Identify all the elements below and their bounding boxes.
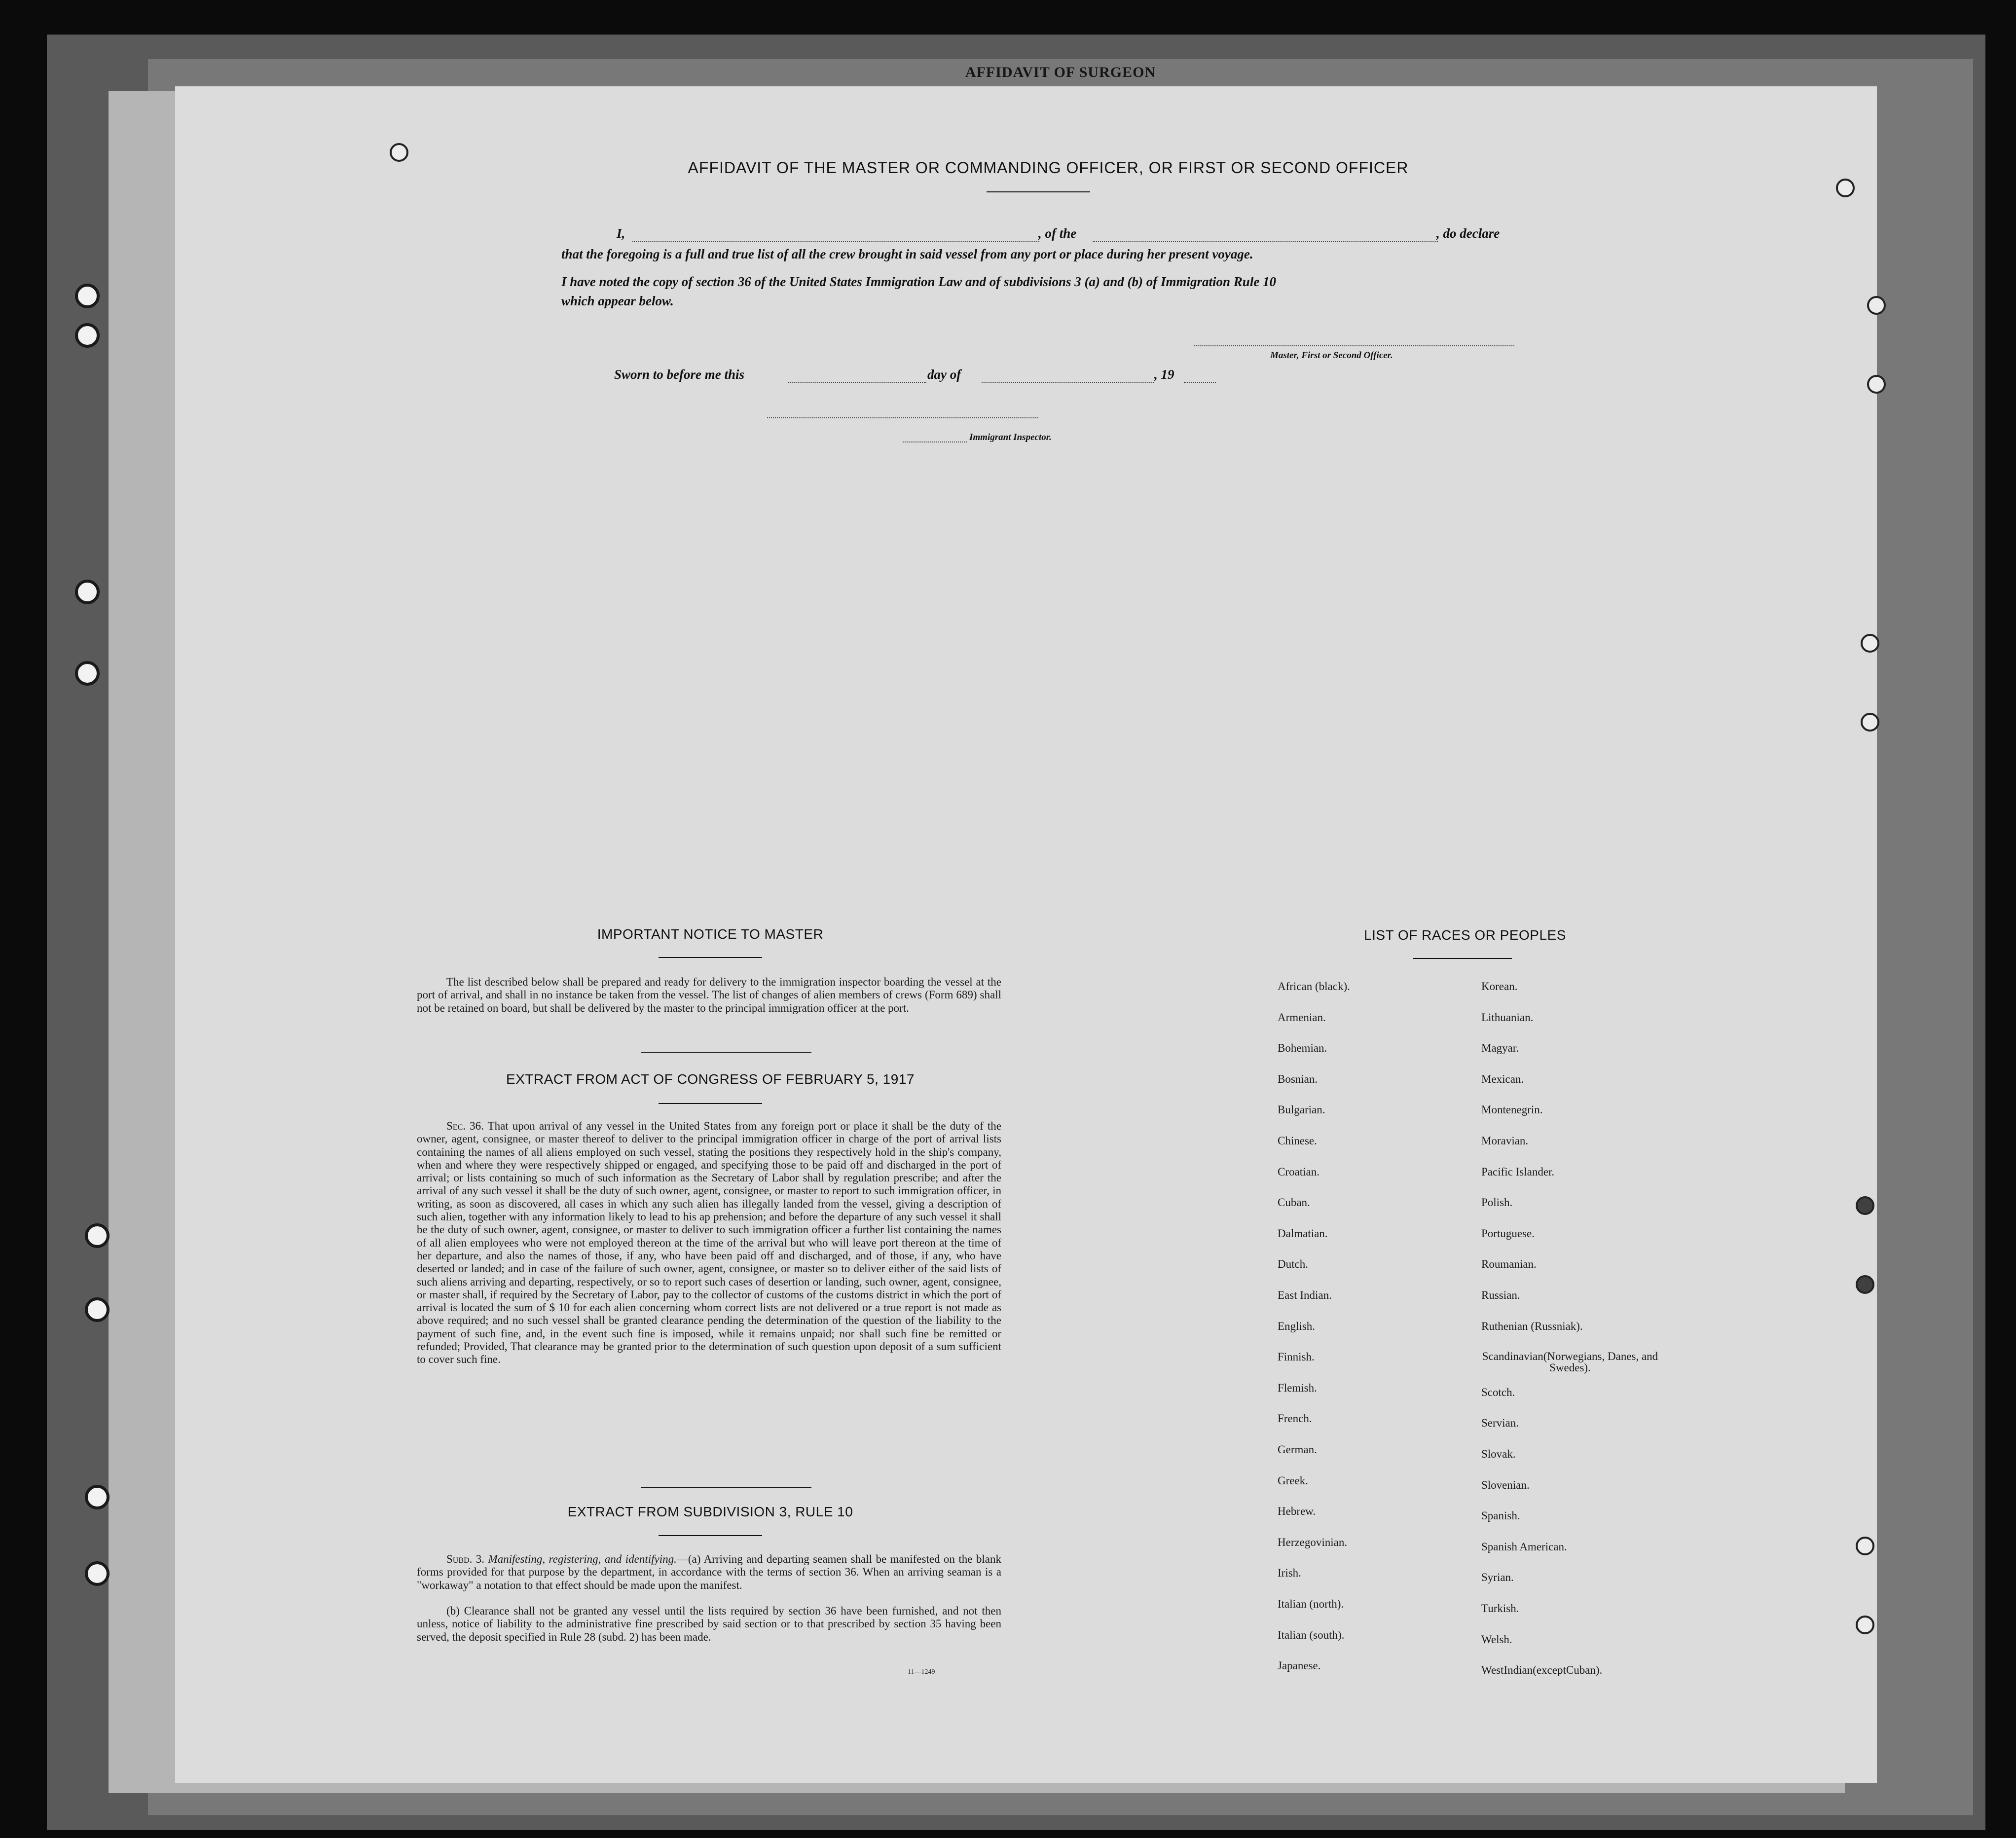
punch-hole-icon (1867, 375, 1886, 394)
sworn-year-field[interactable] (1184, 382, 1216, 383)
race-item: East Indian. (1278, 1289, 1332, 1301)
race-item: Cuban. (1278, 1196, 1310, 1209)
race-item: Scandinavian(Norwegians, Danes, and Swedes). (1482, 1350, 1658, 1374)
race-item: Montenegrin. (1481, 1103, 1543, 1116)
inspector-signature-field[interactable] (767, 417, 1038, 418)
race-item: French. (1278, 1412, 1312, 1425)
race-item: Spanish. (1481, 1509, 1520, 1522)
race-item: Slovenian. (1481, 1478, 1530, 1491)
race-item: Welsh. (1481, 1633, 1512, 1646)
title-divider (987, 191, 1090, 192)
race-item: German. (1278, 1443, 1317, 1456)
race-item: Italian (north). (1278, 1598, 1344, 1610)
act-divider (659, 1103, 762, 1104)
bleed-through (681, 444, 1219, 459)
race-item: Bohemian. (1278, 1042, 1327, 1055)
race-item: English. (1278, 1320, 1316, 1332)
race-item: Herzegovinian. (1278, 1536, 1348, 1548)
race-item: Flemish. (1278, 1381, 1317, 1394)
form-number: 11—1249 (908, 1668, 935, 1676)
punch-hole-icon (1856, 1196, 1874, 1215)
inspector-label: Immigrant Inspector. (969, 432, 1052, 442)
binder-hole-icon (85, 1485, 110, 1509)
act-title: EXTRACT FROM ACT OF CONGRESS OF FEBRUARY 5, 1917 (506, 1071, 915, 1087)
affidavit-declare: , do declare (1436, 226, 1500, 241)
act-section-label: Sec. 36. (446, 1120, 484, 1132)
notice-title: IMPORTANT NOTICE TO MASTER (597, 926, 824, 942)
race-item: Moravian. (1481, 1135, 1529, 1147)
sworn-label: Sworn to before me this (614, 367, 745, 382)
punch-hole-icon (1856, 1616, 1874, 1634)
race-item: Dutch. (1278, 1258, 1308, 1271)
binder-hole-icon (75, 580, 100, 604)
race-item: Servian. (1481, 1417, 1519, 1430)
race-item: Greek. (1278, 1474, 1308, 1487)
punch-hole-icon (390, 143, 408, 162)
officer-signature-field[interactable] (1194, 345, 1514, 346)
back-sheet-title: AFFIDAVIT OF SURGEON (965, 64, 1156, 80)
punch-hole-icon (1856, 1275, 1874, 1294)
rule-a-body: —(a) Arriving and departing seamen shall be manifested on the blank forms provided for that purpose by the department, in accordance with the terms of section 36. When an arriving seaman is a "workaway" a notation to that effect should be made upon the manifest. (417, 1553, 1002, 1591)
punch-hole-icon (1836, 179, 1855, 197)
rule-divider (659, 1535, 762, 1536)
notice-divider (659, 957, 762, 958)
notice-text: The list described below shall be prepared and ready for delivery to the immigration inspector boarding the vessel at the port of arrival, and shall in no instance be taken from the vessel. The list of changes of alien members of crews (Form 689) shall not be retained on board, but shall be delivered by the master to the principal immigration officer at the port. (417, 976, 1001, 1014)
races-divider (1413, 958, 1512, 959)
race-item: Turkish. (1481, 1602, 1519, 1615)
race-item: Mexican. (1481, 1072, 1524, 1085)
act-bottom-divider (641, 1487, 811, 1488)
rule-subd-label: Subd. 3. (446, 1553, 485, 1565)
race-item: Pacific Islander. (1481, 1165, 1555, 1178)
race-item: Syrian. (1481, 1571, 1514, 1584)
binder-hole-icon (75, 661, 100, 686)
race-item: Italian (south). (1278, 1628, 1345, 1641)
punch-hole-icon (1861, 634, 1879, 653)
race-item: Spanish American. (1481, 1540, 1567, 1553)
sworn-day-field[interactable] (788, 382, 926, 383)
race-item: African (black). (1278, 980, 1350, 993)
binder-hole-icon (75, 323, 100, 348)
race-item: Magyar. (1481, 1042, 1519, 1055)
year-label: , 19 (1154, 367, 1174, 382)
rule-subd-heading: Manifesting, registering, and identifying. (488, 1553, 677, 1565)
race-item: Dalmatian. (1278, 1227, 1328, 1240)
race-item: Slovak. (1481, 1448, 1516, 1460)
rule-text-b: (b) Clearance shall not be granted any vessel until the lists required by section 36 have been furnished, and not then unless, notice of liability to the administrative fine prescribed by said section or to that prescribed by section 35 having been served, the deposit specified in Rule 28 (subd. 2) has been made. (417, 1605, 1001, 1643)
race-item: WestIndian(exceptCuban). (1481, 1664, 1603, 1677)
race-item: Bosnian. (1278, 1072, 1318, 1085)
punch-hole-icon (1856, 1537, 1874, 1555)
affidavit-title: AFFIDAVIT OF THE MASTER OR COMMANDING OFFICER, OR FIRST OR SECOND OFFICER (688, 159, 1409, 177)
race-item: Croatian. (1278, 1165, 1320, 1178)
binder-hole-icon (85, 1561, 110, 1586)
race-item: Chinese. (1278, 1135, 1317, 1147)
race-item: Bulgarian. (1278, 1103, 1325, 1116)
race-item: Armenian. (1278, 1011, 1326, 1024)
binder-hole-icon (85, 1223, 110, 1248)
binder-hole-icon (85, 1297, 110, 1322)
races-title: LIST OF RACES OR PEOPLES (1364, 927, 1566, 943)
inspector-signature-stub (903, 441, 967, 442)
vessel-field[interactable] (1093, 241, 1438, 242)
act-body: That upon arrival of any vessel in the United States from any foreign port or place it shall be the duty of the owner, agent, consignee, or master thereof to deliver to the principal immigration officer in charge of the port of arrival lists containing the names of all aliens employed on such vessel, stating the positions they respectively hold in the ship's company, when and where they were respectively shipped or engaged, and specifying those to be paid off and discharged in the port of arrival; or lists containing so much of such information as the Secretary of Labor shall by regulation prescribe; and after the arrival of any such vessel it shall be the duty of such owner, agent, consignee, or master to report to such immigration officer, in writing, as soon as discovered, all cases in which any such alien has illegally landed from the vessel, giving a description of such alien, together with any information likely to lead to his ap prehension; and before the departure of any such vessel it shall be the duty of such owner, agent, consignee, or master to deliver to such immigration officer a further list containing the names of all alien employees who were not employed thereon at the time of the arrival but who will leave port thereon at the time of her departure, and also the names of those, if any, who have been paid off and discharged, and of those, if any, who have deserted or landed; and in case of the failure of such owner, agent, consignee, or master so to deliver either of the said lists of such aliens arriving and departing, respectively, or so to report such cases of desertion or landing, such owner, agent, consignee, or master shall, if required by the Secretary of Labor, pay to the collector of customs of the customs district in which the port of arrival is located the sum of $ 10 for each alien concerning whom correct lists are not delivered or a true report is not made as above required; and no such vessel shall be granted clearance pending the determination of the question of the liability to the payment of such fine, and, in the event such fine is imposed, while it remains unpaid; nor shall such fine be remitted or refunded; Provided, That clearance may be granted prior to the determination of such question upon deposit of a sum sufficient to cover such fine. (417, 1120, 1001, 1366)
race-item: Polish. (1481, 1196, 1513, 1209)
punch-hole-icon (1867, 296, 1886, 315)
notice-bottom-divider (641, 1052, 811, 1053)
race-item: Lithuanian. (1481, 1011, 1534, 1024)
race-item: Russian. (1481, 1289, 1520, 1301)
day-of-label: day of (927, 367, 961, 382)
officer-signature-label: Master, First or Second Officer. (1270, 350, 1393, 361)
rule-title: EXTRACT FROM SUBDIVISION 3, RULE 10 (567, 1504, 853, 1519)
affidavit-line-3: I have noted the copy of section 36 of the United States Immigration Law and of subdivisions 3 (a) and (b) of Immigration Rule 10 (561, 274, 1277, 289)
name-field[interactable] (632, 241, 1039, 242)
race-item: Roumanian. (1481, 1258, 1537, 1271)
affidavit-line-2: that the foregoing is a full and true list of all the crew brought in said vessel from any port or place during her present voyage. (561, 247, 1253, 261)
affidavit-i: I, (617, 226, 625, 241)
race-item: Scotch. (1481, 1386, 1515, 1398)
race-item: Japanese. (1278, 1659, 1321, 1672)
race-item: Portuguese. (1481, 1227, 1535, 1240)
race-item: Korean. (1481, 980, 1518, 993)
race-item: Irish. (1278, 1567, 1301, 1580)
race-item: Hebrew. (1278, 1505, 1316, 1518)
binder-hole-icon (75, 284, 100, 308)
race-item: Ruthenian (Russniak). (1481, 1320, 1583, 1332)
sworn-month-field[interactable] (982, 382, 1154, 383)
act-text (417, 1120, 1001, 1366)
punch-hole-icon (1861, 713, 1879, 732)
affidavit-line-4: which appear below. (561, 294, 674, 308)
affidavit-of-the: , of the (1038, 226, 1077, 241)
rule-text-a (417, 1553, 1001, 1592)
race-item: Finnish. (1278, 1351, 1315, 1363)
